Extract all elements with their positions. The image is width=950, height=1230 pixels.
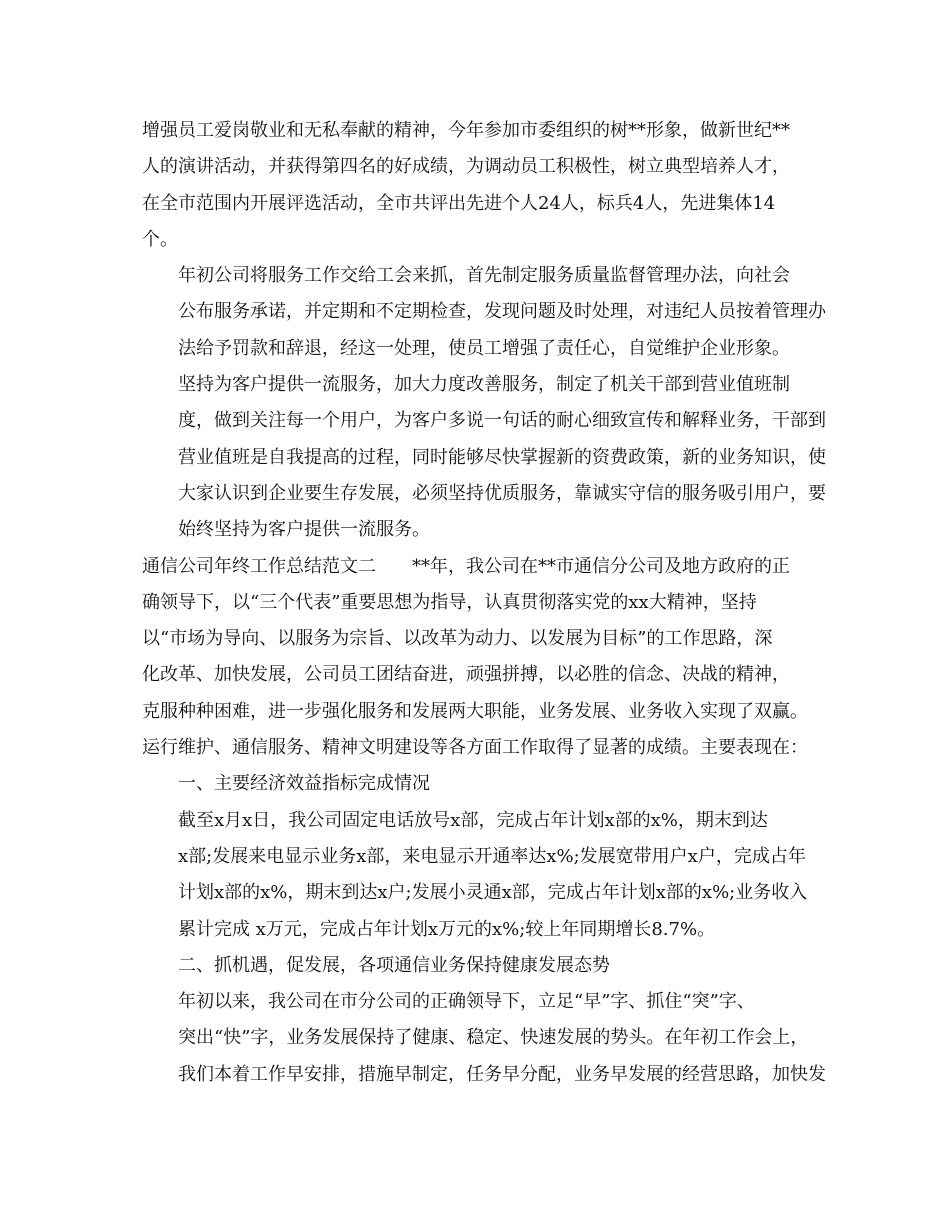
paragraph-line: 在全市范围内开展评选活动，全市共评出先进个人24人，标兵4人，先进集体14 xyxy=(142,192,776,214)
paragraph-p1 xyxy=(142,113,832,258)
paragraph-line: 个。 xyxy=(142,228,178,250)
paragraph-line: 截至x月x日，我公司固定电话放号x部，完成占年计划x部的x%，期末到达 xyxy=(178,809,768,831)
paragraph-line: 一、主要经济效益指标完成情况 xyxy=(178,773,430,795)
paragraph-p4 xyxy=(142,549,832,767)
paragraph-line: 始终坚持为客户提供一流服务。 xyxy=(178,519,430,541)
paragraph-line: 坚持为客户提供一流服务，加大力度改善服务，制定了机关干部到营业值班制 xyxy=(178,374,790,396)
paragraph-line: 累计完成 x万元，完成占年计划x万元的x%;较上年同期增长8.7%。 xyxy=(178,918,716,940)
document-body xyxy=(142,113,832,1093)
paragraph-line: 法给予罚款和辞退，经这一处理，使员工增强了责任心，自觉维护企业形象。 xyxy=(178,337,790,359)
paragraph-p8 xyxy=(142,984,832,1093)
paragraph-line: 突出“快”字，业务发展保持了健康、稳定、快速发展的势头。在年初工作会上， xyxy=(178,1027,809,1049)
paragraph-line: 克服种种困难，进一步强化服务和发展两大职能，业务发展、业务收入实现了双赢。 xyxy=(142,700,808,722)
paragraph-line: 年初以来，我公司在市分公司的正确领导下，立足“早”字、抓住“突”字、 xyxy=(178,991,755,1013)
paragraph-p7 xyxy=(142,948,832,984)
paragraph-line: 我们本着工作早安排，措施早制定，任务早分配，业务早发展的经营思路，加快发 xyxy=(178,1063,826,1085)
paragraph-line: 增强员工爱岗敬业和无私奉献的精神，今年参加市委组织的树**形象，做新世纪** xyxy=(142,120,790,141)
paragraph-p6 xyxy=(142,803,832,948)
paragraph-line: 化改革、加快发展，公司员工团结奋进，顽强拼搏，以必胜的信念、决战的精神， xyxy=(142,664,790,686)
paragraph-line: 以“市场为导向、以服务为宗旨、以改革为动力、以发展为目标”的工作思路，深 xyxy=(142,628,773,650)
paragraph-line: 营业值班是自我提高的过程，同时能够尽快掌握新的资费政策，新的业务知识，使 xyxy=(178,446,826,468)
paragraph-line: 通信公司年终工作总结范文二 **年，我公司在**市通信分公司及地方政府的正 xyxy=(142,555,790,577)
paragraph-line: x部;发展来电显示业务x部，来电显示开通率达x%;发展宽带用户x户，完成占年 xyxy=(178,845,806,867)
paragraph-line: 人的演讲活动，并获得第四名的好成绩，为调动员工积极性，树立典型培养人才， xyxy=(142,156,790,178)
paragraph-line: 公布服务承诺，并定期和不定期检查，发现问题及时处理，对违纪人员按着管理办 xyxy=(178,301,826,323)
paragraph-p2 xyxy=(142,258,832,367)
paragraph-line: 二、抓机遇，促发展，各项通信业务保持健康发展态势 xyxy=(178,954,610,976)
paragraph-line: 大家认识到企业要生存发展，必须坚持优质服务，靠诚实守信的服务吸引用户，要 xyxy=(178,482,826,504)
paragraph-line: 确领导下，以“三个代表”重要思想为指导，认真贯彻落实党的xx大精神，坚持 xyxy=(142,591,757,613)
paragraph-line: 年初公司将服务工作交给工会来抓，首先制定服务质量监督管理办法，向社会 xyxy=(178,265,790,287)
paragraph-p3 xyxy=(142,367,832,548)
paragraph-p5 xyxy=(142,766,832,802)
paragraph-line: 度，做到关注每一个用户，为客户多说一句话的耐心细致宣传和解释业务，干部到 xyxy=(178,410,826,432)
paragraph-line: 计划x部的x%，期末到达x户;发展小灵通x部，完成占年计划x部的x%;业务收入 xyxy=(178,882,808,904)
paragraph-line: 运行维护、通信服务、精神文明建设等各方面工作取得了显著的成绩。主要表现在： xyxy=(142,737,808,759)
